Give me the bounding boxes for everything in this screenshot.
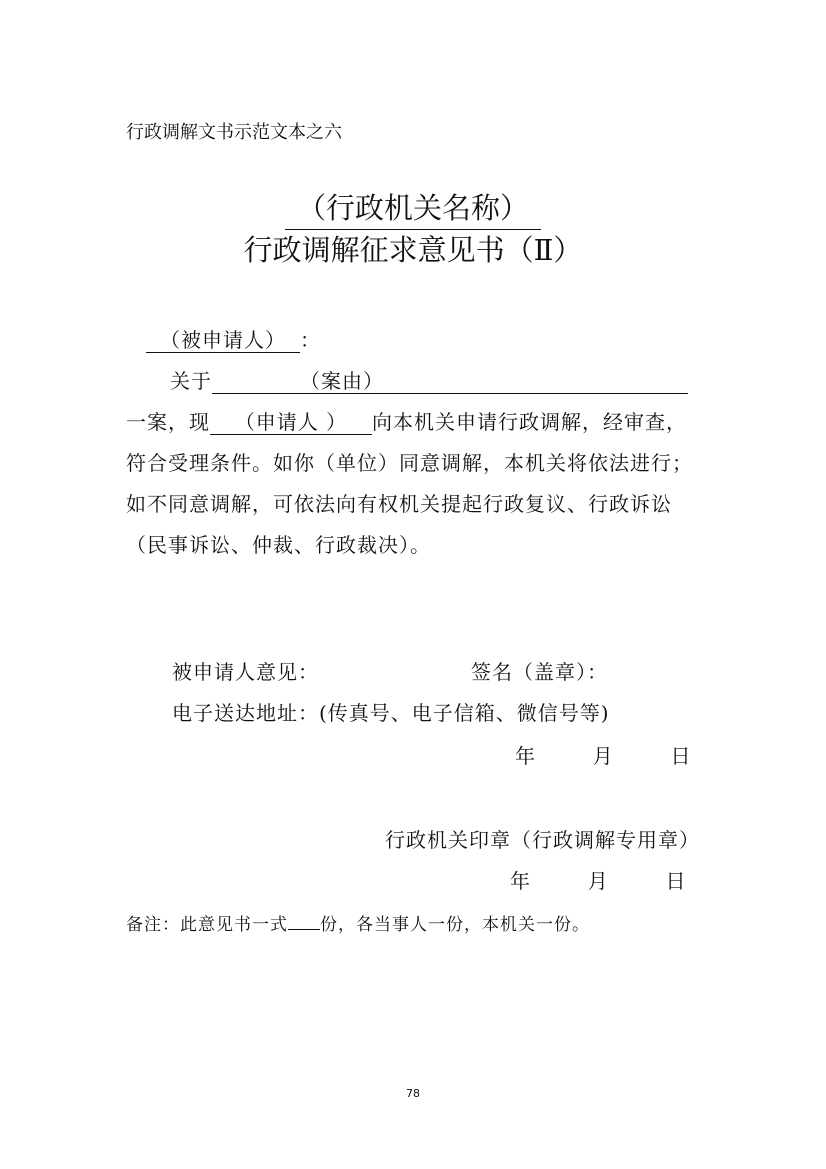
body-line-6: （民事诉讼、仲裁、行政裁决）。 [126, 533, 431, 557]
signature-label: 签名（盖章）： [471, 660, 608, 684]
agency-seal-label: 行政机关印章（行政调解专用章） [385, 828, 700, 852]
body-line-4: 符合受理条件。如你（单位）同意调解，本机关将依法进行； [126, 451, 693, 475]
line3-prefix: 一案，现 [126, 410, 210, 434]
copies-blank [288, 913, 320, 930]
date-day: 日 [665, 869, 687, 893]
agency-name-text: （行政机关名称） [285, 186, 541, 230]
about-prefix: 关于 [170, 369, 212, 393]
electronic-address-label: 电子送达地址：(传真号、电子信箱、微信号等) [172, 701, 610, 725]
date-day: 日 [670, 744, 692, 768]
series-label: 行政调解文书示范文本之六 [126, 122, 342, 143]
body-line-3 [126, 406, 687, 435]
line3-suffix: 向本机关申请行政调解，经审查， [372, 410, 687, 434]
document-title: 行政调解征求意见书（Ⅱ） [243, 233, 583, 267]
remark-note [126, 910, 590, 935]
note-prefix: 备注：此意见书一式 [126, 915, 288, 935]
page-number: 78 [406, 1087, 420, 1100]
respondent-date [515, 740, 691, 769]
date-year: 年 [515, 744, 536, 768]
case-cause-text: （案由） [300, 369, 384, 393]
body-line-5: 如不同意调解，可依法向有权机关提起行政复议、行政诉讼 [126, 492, 672, 516]
respondent-opinion-label: 被申请人意见： [172, 660, 319, 684]
date-year: 年 [510, 869, 531, 893]
note-suffix: 份，各当事人一份，本机关一份。 [320, 915, 590, 935]
applicant-blank: （申请人 ） [210, 410, 372, 435]
respondent-line [146, 324, 321, 353]
case-cause-line [170, 365, 688, 394]
date-month: 月 [587, 869, 609, 893]
agency-date [510, 865, 686, 894]
date-month: 月 [592, 744, 614, 768]
respondent-blank: （被申请人） [146, 328, 300, 353]
case-cause-blank [212, 369, 688, 394]
agency-name-title [0, 186, 826, 230]
respondent-colon: ： [300, 328, 321, 352]
